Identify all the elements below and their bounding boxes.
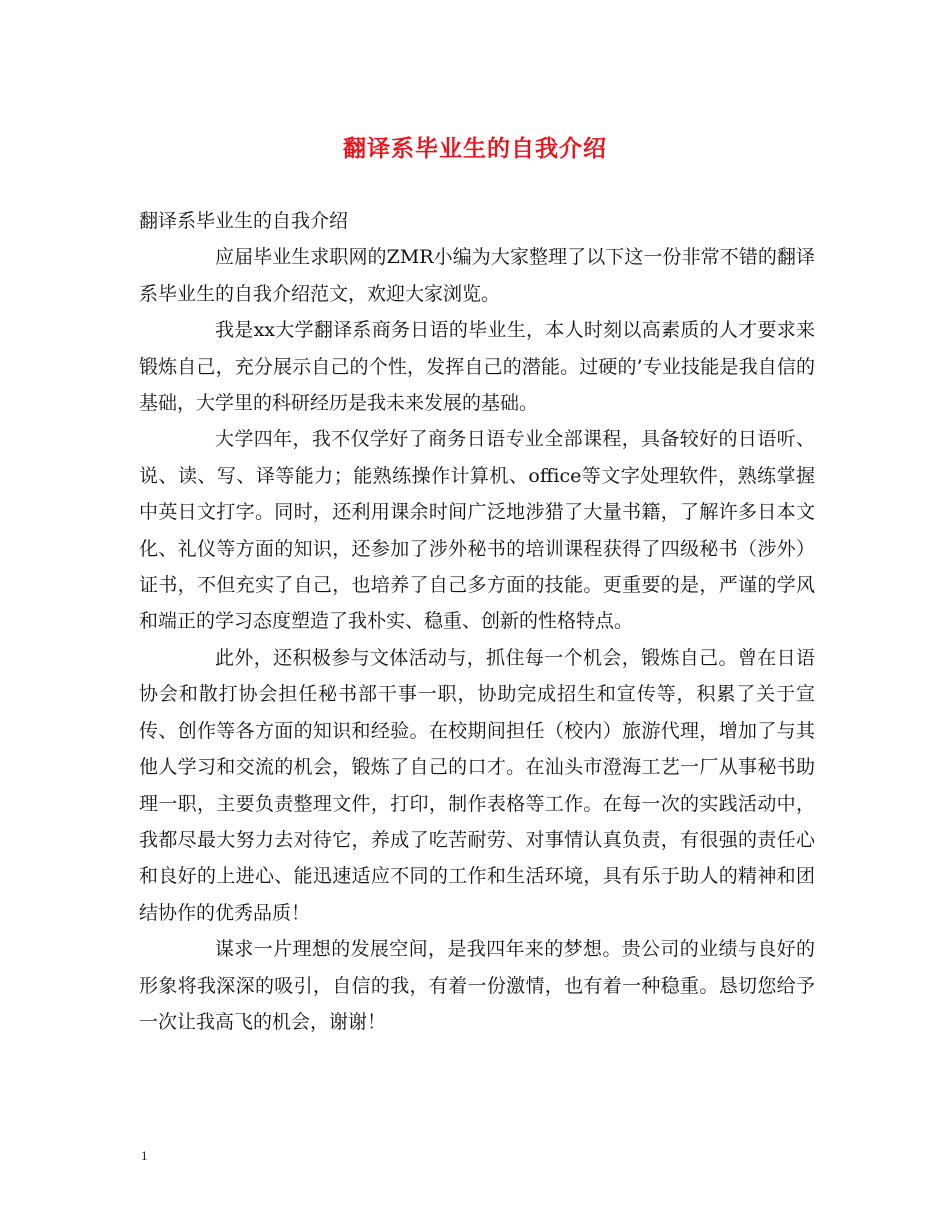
page-number: 1 bbox=[141, 1148, 148, 1163]
document-title: 翻译系毕业生的自我介绍 bbox=[343, 136, 607, 162]
paragraph-background: 我是xx大学翻译系商务日语的毕业生，本人时刻以高素质的人才要求来锻炼自己，充分展示自己的个性，发挥自己的潜能。过硬的’专业技能是我自信的基础，大学里的科研经历是我未来发展的基础。 bbox=[139, 319, 815, 415]
paragraph-intro: 应届毕业生求职网的ZMR小编为大家整理了以下这一份非常不错的翻译系毕业生的自我介绍范文，欢迎大家浏览。 bbox=[139, 246, 815, 305]
document-body bbox=[139, 203, 815, 1040]
document-subtitle: 翻译系毕业生的自我介绍 bbox=[139, 210, 349, 232]
paragraph-activities: 此外，还积极参与文体活动与，抓住每一个机会，锻炼自己。曾在日语协会和散打协会担任秘书部干事一职，协助完成招生和宣传等，积累了关于宣传、创作等各方面的知识和经验。在校期间担任（校内）旅游代理，增加了与其他人学习和交流的机会，锻炼了自己的口才。在汕头市澄海工艺一厂从事秘书助理一职，主要负责整理文件，打印，制作表格等工作。在每一次的实践活动中，我都尽最大努力去对待它，养成了吃苦耐劳、对事情认真负责，有很强的责任心和良好的上进心、能迅速适应不同的工作和生活环境，具有乐于助人的精神和团结协作的优秀品质！ bbox=[139, 646, 815, 924]
paragraph-closing: 谋求一片理想的发展空间，是我四年来的梦想。贵公司的业绩与良好的形象将我深深的吸引，自信的我，有着一份激情，也有着一种稳重。恳切您给予一次让我高飞的机会，谢谢！ bbox=[139, 938, 815, 1033]
paragraph-skills: 大学四年，我不仅学好了商务日语专业全部课程，具备较好的日语听、说、读、写、译等能力；能熟练操作计算机、office等文字处理软件，熟练掌握中英日文打字。同时，还利用课余时间广泛地涉猎了大量书籍，了解许多日本文化、礼仪等方面的知识，还参加了涉外秘书的培训课程获得了四级秘书（涉外）证书，不但充实了自己，也培养了自己多方面的技能。更重要的是，严谨的学风和端正的学习态度塑造了我朴实、稳重、创新的性格特点。 bbox=[139, 428, 815, 633]
